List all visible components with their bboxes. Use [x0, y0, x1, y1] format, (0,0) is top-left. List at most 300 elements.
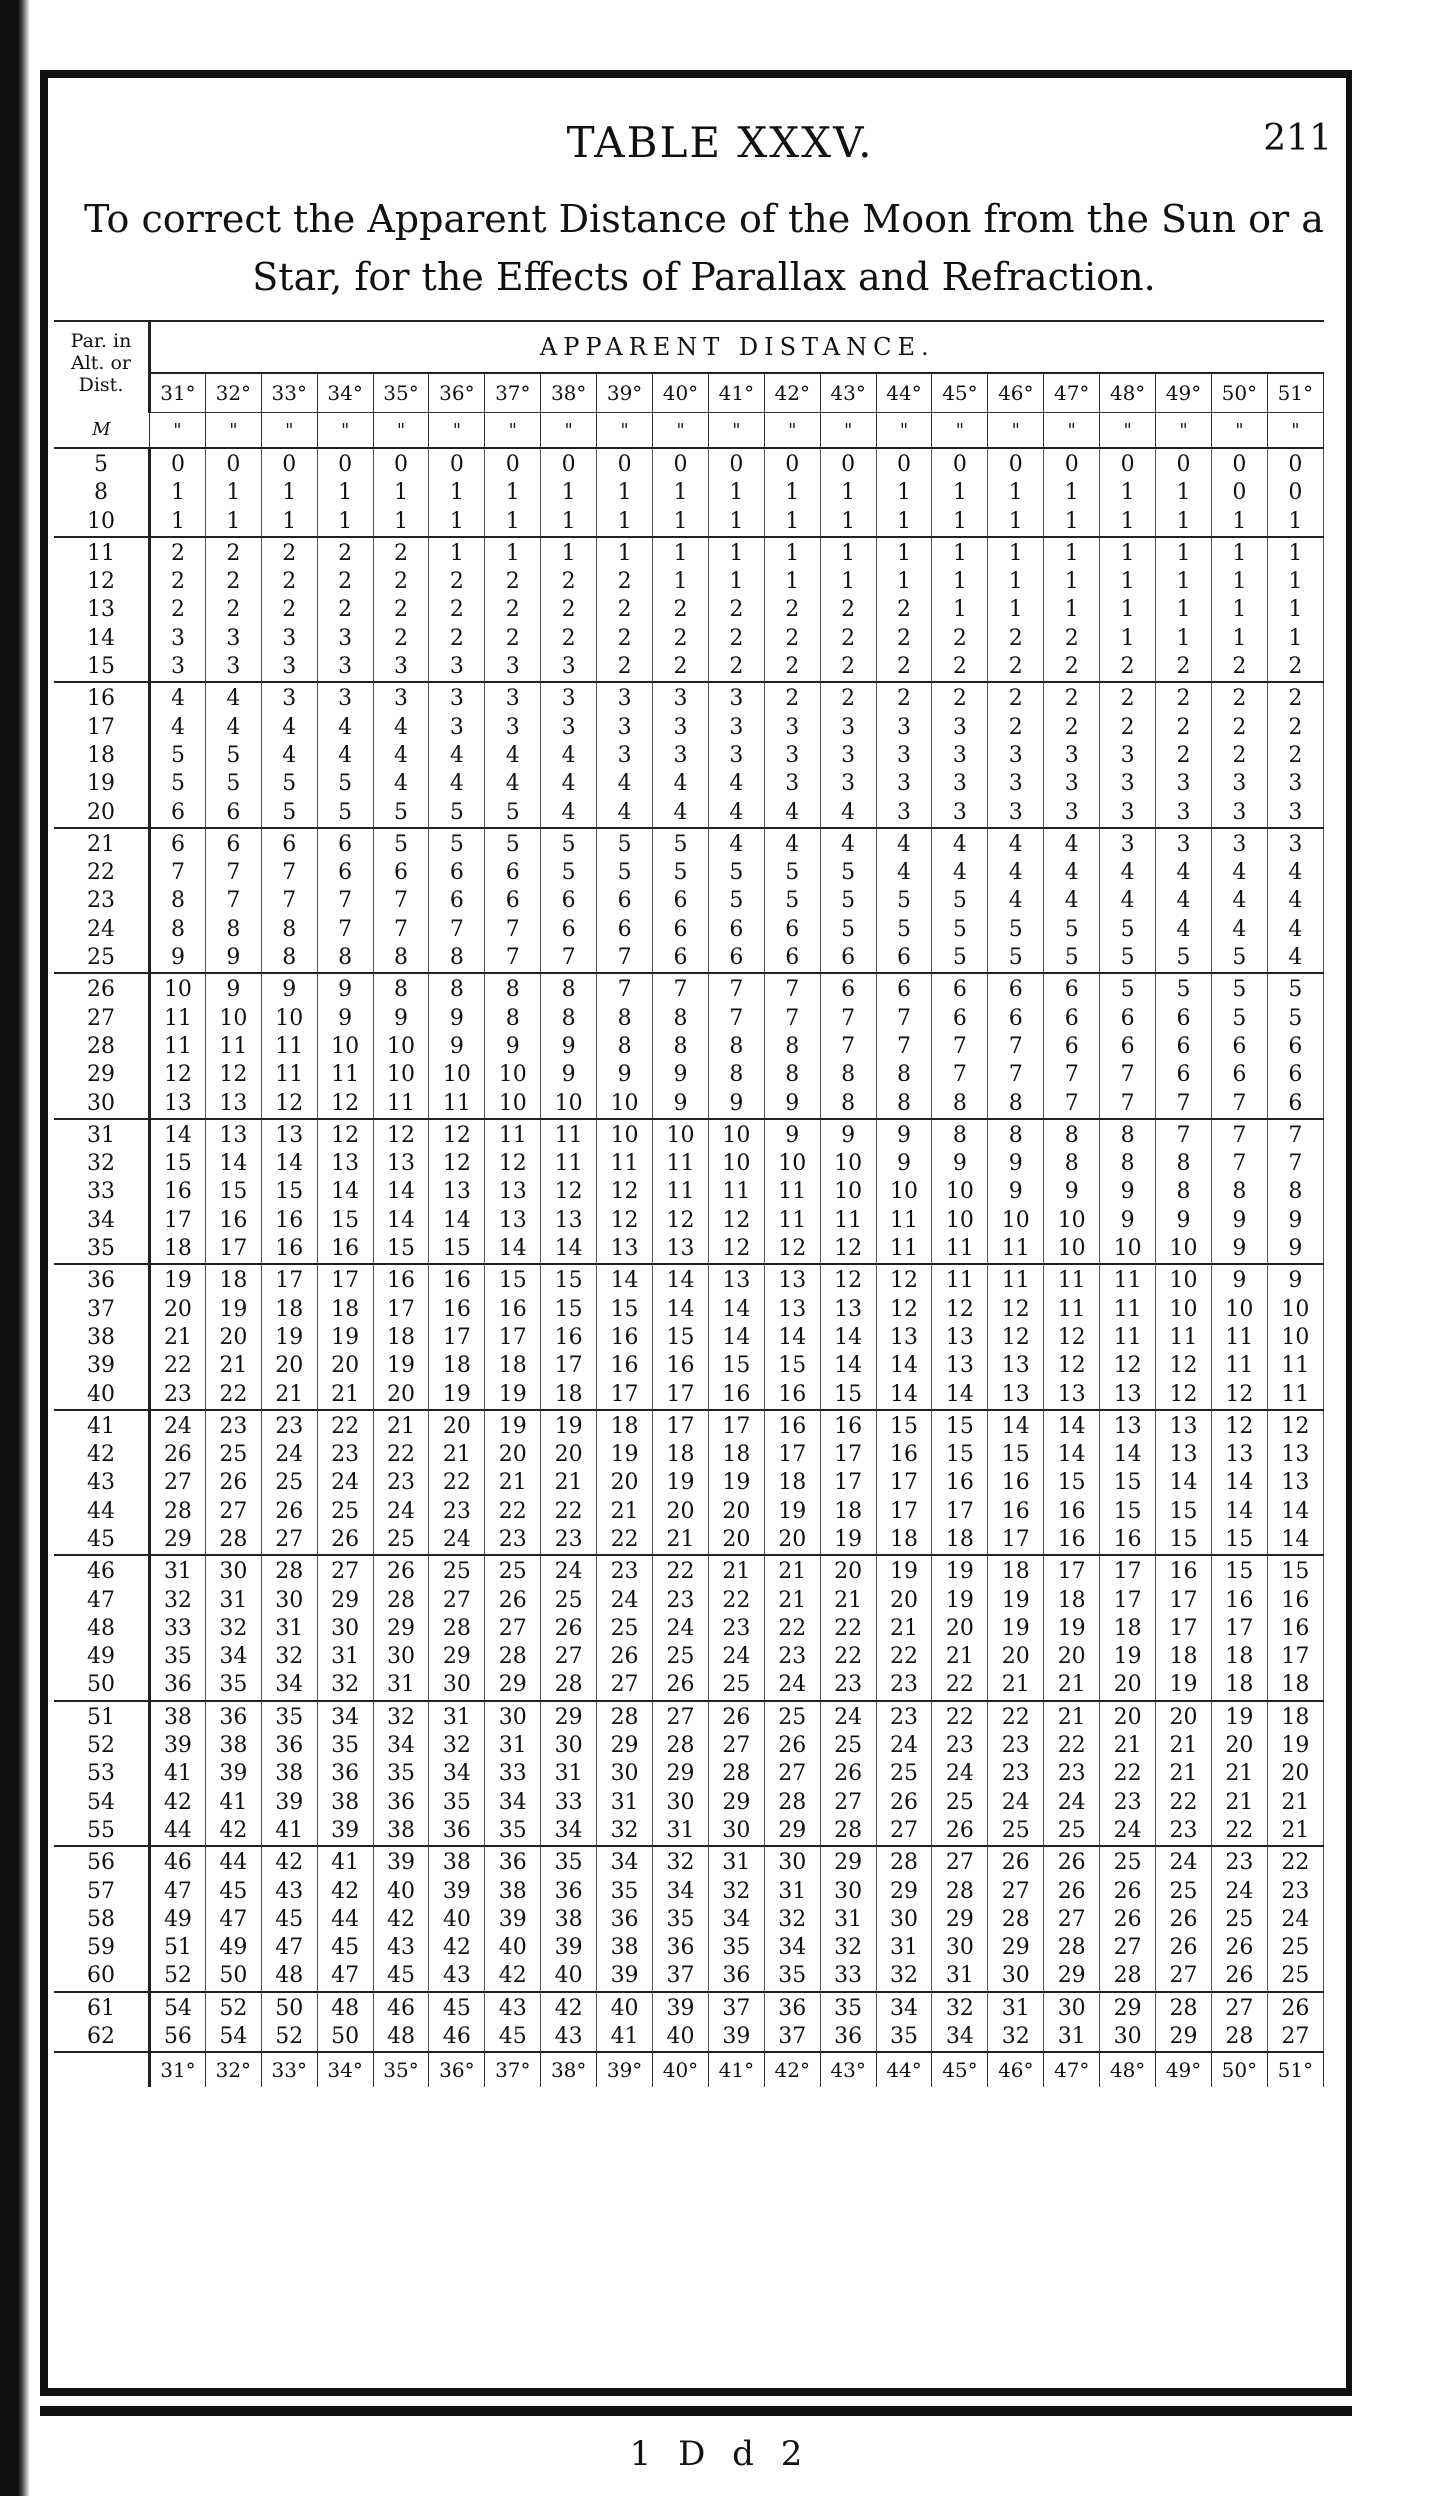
correction-cell: 36 — [429, 1817, 485, 1846]
correction-cell: 45 — [485, 2023, 541, 2052]
correction-cell: 29 — [597, 1732, 653, 1760]
correction-cell: 2 — [653, 625, 709, 653]
correction-cell: 2 — [597, 625, 653, 653]
correction-cell: 24 — [1267, 1906, 1323, 1934]
seconds-unit: " — [932, 413, 988, 449]
correction-cell: 2 — [820, 682, 876, 713]
table-row — [54, 1005, 1324, 1033]
correction-cell: 4 — [1211, 887, 1267, 915]
correction-cell: 13 — [1100, 1381, 1156, 1410]
correction-cell: 14 — [1267, 1526, 1323, 1555]
correction-cell: 21 — [1100, 1732, 1156, 1760]
seconds-unit: " — [1156, 413, 1212, 449]
correction-cell: 3 — [932, 742, 988, 770]
table-row — [54, 1878, 1324, 1906]
correction-cell: 36 — [820, 2023, 876, 2052]
correction-cell: 11 — [708, 1178, 764, 1206]
correction-cell: 35 — [261, 1701, 317, 1732]
parallax-value: 54 — [54, 1789, 150, 1817]
correction-cell: 4 — [373, 742, 429, 770]
correction-cell: 17 — [708, 1410, 764, 1441]
correction-cell: 4 — [597, 770, 653, 798]
correction-cell: 20 — [1267, 1760, 1323, 1788]
correction-cell: 15 — [373, 1235, 429, 1264]
correction-cell: 13 — [988, 1381, 1044, 1410]
correction-cell: 6 — [764, 944, 820, 973]
correction-cell: 22 — [988, 1701, 1044, 1732]
correction-cell: 25 — [820, 1732, 876, 1760]
correction-cell: 7 — [261, 887, 317, 915]
correction-cell: 16 — [429, 1264, 485, 1295]
seconds-unit: " — [597, 413, 653, 449]
correction-cell: 25 — [205, 1441, 261, 1469]
correction-cell: 5 — [485, 799, 541, 828]
correction-cell: 4 — [485, 742, 541, 770]
correction-cell: 34 — [485, 1789, 541, 1817]
correction-cell: 10 — [597, 1090, 653, 1119]
correction-cell: 18 — [1211, 1643, 1267, 1671]
table-row — [54, 1410, 1324, 1441]
correction-cell: 18 — [541, 1381, 597, 1410]
seconds-unit: " — [317, 413, 373, 449]
correction-cell: 20 — [597, 1469, 653, 1497]
correction-cell: 16 — [1156, 1555, 1212, 1586]
degree-header: 48° — [1100, 373, 1156, 413]
correction-cell: 13 — [932, 1352, 988, 1380]
correction-cell: 7 — [1211, 1090, 1267, 1119]
correction-cell: 10 — [820, 1150, 876, 1178]
correction-cell: 1 — [932, 479, 988, 507]
table-row — [54, 479, 1324, 507]
correction-cell: 25 — [1267, 1962, 1323, 1991]
correction-cell: 22 — [1044, 1732, 1100, 1760]
parallax-value: 23 — [54, 887, 150, 915]
correction-cell: 13 — [1044, 1381, 1100, 1410]
parallax-value: 24 — [54, 916, 150, 944]
correction-cell: 31 — [205, 1587, 261, 1615]
correction-cell: 13 — [261, 1119, 317, 1150]
correction-cell: 1 — [988, 508, 1044, 537]
correction-cell: 13 — [653, 1235, 709, 1264]
correction-cell: 15 — [1211, 1526, 1267, 1555]
correction-cell: 16 — [317, 1235, 373, 1264]
correction-cell: 8 — [653, 1033, 709, 1061]
parallax-value: 39 — [54, 1352, 150, 1380]
correction-cell: 7 — [317, 887, 373, 915]
correction-cell: 0 — [708, 448, 764, 479]
correction-cell: 0 — [373, 448, 429, 479]
correction-cell: 5 — [150, 770, 206, 798]
correction-cell: 2 — [1044, 714, 1100, 742]
parallax-value: 51 — [54, 1701, 150, 1732]
correction-cell: 6 — [708, 944, 764, 973]
correction-cell: 13 — [1156, 1410, 1212, 1441]
correction-cell: 13 — [373, 1150, 429, 1178]
parallax-value: 36 — [54, 1264, 150, 1295]
correction-cell: 9 — [653, 1090, 709, 1119]
correction-cell: 4 — [708, 770, 764, 798]
parallax-value: 11 — [54, 537, 150, 568]
correction-cell: 12 — [988, 1296, 1044, 1324]
correction-cell: 8 — [876, 1090, 932, 1119]
correction-cell: 6 — [876, 944, 932, 973]
correction-cell: 1 — [1211, 596, 1267, 624]
correction-cell: 6 — [1267, 1061, 1323, 1089]
correction-cell: 11 — [485, 1119, 541, 1150]
table-row — [54, 1352, 1324, 1380]
seconds-unit: " — [205, 413, 261, 449]
correction-cell: 2 — [541, 625, 597, 653]
correction-cell: 1 — [205, 479, 261, 507]
correction-cell: 8 — [932, 1119, 988, 1150]
correction-cell: 15 — [1100, 1498, 1156, 1526]
correction-cell: 20 — [708, 1498, 764, 1526]
correction-cell: 8 — [932, 1090, 988, 1119]
correction-cell: 5 — [988, 944, 1044, 973]
correction-cell: 7 — [373, 916, 429, 944]
correction-cell: 13 — [1156, 1441, 1212, 1469]
correction-cell: 4 — [373, 714, 429, 742]
correction-cell: 48 — [261, 1962, 317, 1991]
correction-cell: 26 — [1267, 1992, 1323, 2023]
correction-cell: 31 — [597, 1789, 653, 1817]
correction-cell: 21 — [317, 1381, 373, 1410]
correction-cell: 6 — [764, 916, 820, 944]
correction-cell: 4 — [820, 828, 876, 859]
correction-cell: 5 — [1100, 973, 1156, 1004]
correction-cell: 4 — [1211, 916, 1267, 944]
parallax-value: 35 — [54, 1235, 150, 1264]
correction-cell: 7 — [597, 944, 653, 973]
table-row — [54, 1469, 1324, 1497]
correction-cell: 9 — [708, 1090, 764, 1119]
table-row — [54, 596, 1324, 624]
correction-cell: 5 — [1156, 944, 1212, 973]
correction-cell: 16 — [988, 1469, 1044, 1497]
parallax-value: 55 — [54, 1817, 150, 1846]
correction-cell: 5 — [876, 916, 932, 944]
correction-cell: 3 — [317, 682, 373, 713]
correction-cell: 34 — [597, 1846, 653, 1877]
correction-cell: 16 — [708, 1381, 764, 1410]
correction-cell: 2 — [1044, 682, 1100, 713]
degree-footer-row — [54, 2052, 1324, 2087]
seconds-unit: " — [373, 413, 429, 449]
correction-cell: 13 — [764, 1296, 820, 1324]
degree-footer: 35° — [373, 2052, 429, 2087]
correction-cell: 2 — [708, 625, 764, 653]
correction-cell: 38 — [150, 1701, 206, 1732]
correction-cell: 2 — [373, 596, 429, 624]
correction-cell: 6 — [373, 859, 429, 887]
correction-cell: 21 — [820, 1587, 876, 1615]
correction-table — [54, 320, 1324, 2382]
table-row — [54, 944, 1324, 973]
correction-cell: 8 — [1100, 1119, 1156, 1150]
correction-cell: 19 — [1044, 1615, 1100, 1643]
correction-cell: 17 — [1100, 1555, 1156, 1586]
correction-cell: 27 — [876, 1817, 932, 1846]
correction-cell: 15 — [485, 1264, 541, 1295]
footer-blank — [54, 2052, 150, 2087]
row-header-line: Dist. — [78, 374, 124, 396]
correction-cell: 12 — [1211, 1381, 1267, 1410]
correction-cell: 8 — [708, 1061, 764, 1089]
correction-cell: 2 — [876, 625, 932, 653]
parallax-value: 32 — [54, 1150, 150, 1178]
correction-cell: 5 — [150, 742, 206, 770]
correction-cell: 38 — [485, 1878, 541, 1906]
correction-cell: 16 — [261, 1235, 317, 1264]
correction-cell: 47 — [150, 1878, 206, 1906]
correction-cell: 1 — [1156, 596, 1212, 624]
correction-cell: 25 — [261, 1469, 317, 1497]
correction-cell: 9 — [1211, 1264, 1267, 1295]
correction-cell: 8 — [429, 944, 485, 973]
correction-cell: 50 — [261, 1992, 317, 2023]
correction-cell: 26 — [373, 1555, 429, 1586]
correction-cell: 9 — [1267, 1264, 1323, 1295]
correction-cell: 39 — [485, 1906, 541, 1934]
correction-cell: 3 — [1044, 770, 1100, 798]
parallax-value: 8 — [54, 479, 150, 507]
correction-cell: 11 — [988, 1235, 1044, 1264]
correction-cell: 3 — [150, 653, 206, 682]
correction-cell: 10 — [653, 1119, 709, 1150]
correction-cell: 30 — [708, 1817, 764, 1846]
correction-cell: 7 — [1267, 1119, 1323, 1150]
correction-cell: 26 — [932, 1817, 988, 1846]
correction-cell: 29 — [876, 1878, 932, 1906]
correction-cell: 15 — [429, 1235, 485, 1264]
correction-cell: 41 — [597, 2023, 653, 2052]
correction-cell: 9 — [261, 973, 317, 1004]
correction-cell: 5 — [932, 916, 988, 944]
seconds-unit: " — [1044, 413, 1100, 449]
table-row — [54, 742, 1324, 770]
correction-cell: 19 — [373, 1352, 429, 1380]
page-number: 211 — [1263, 118, 1332, 159]
correction-cell: 18 — [373, 1324, 429, 1352]
correction-cell: 15 — [261, 1178, 317, 1206]
degree-footer: 33° — [261, 2052, 317, 2087]
correction-cell: 43 — [261, 1878, 317, 1906]
correction-cell: 2 — [1156, 653, 1212, 682]
correction-cell: 2 — [261, 568, 317, 596]
correction-cell: 5 — [429, 799, 485, 828]
correction-cell: 1 — [373, 508, 429, 537]
correction-cell: 29 — [708, 1789, 764, 1817]
correction-cell: 1 — [1211, 568, 1267, 596]
correction-cell: 47 — [205, 1906, 261, 1934]
correction-cell: 4 — [876, 859, 932, 887]
table-row — [54, 1817, 1324, 1846]
correction-cell: 7 — [373, 887, 429, 915]
signature-mark: 1 D d 2 — [629, 2434, 811, 2474]
correction-cell: 19 — [876, 1555, 932, 1586]
correction-cell: 12 — [988, 1324, 1044, 1352]
correction-cell: 9 — [429, 1005, 485, 1033]
correction-cell: 2 — [1156, 682, 1212, 713]
correction-cell: 8 — [1100, 1150, 1156, 1178]
correction-cell: 11 — [932, 1235, 988, 1264]
correction-cell: 6 — [317, 859, 373, 887]
correction-cell: 6 — [653, 887, 709, 915]
correction-cell: 24 — [988, 1789, 1044, 1817]
parallax-value: 44 — [54, 1498, 150, 1526]
correction-cell: 2 — [988, 653, 1044, 682]
correction-cell: 20 — [205, 1324, 261, 1352]
correction-cell: 8 — [150, 916, 206, 944]
correction-cell: 6 — [150, 799, 206, 828]
correction-cell: 17 — [261, 1264, 317, 1295]
correction-cell: 29 — [541, 1701, 597, 1732]
correction-cell: 36 — [373, 1789, 429, 1817]
correction-cell: 11 — [653, 1178, 709, 1206]
parallax-value: 14 — [54, 625, 150, 653]
correction-cell: 13 — [150, 1090, 206, 1119]
correction-cell: 45 — [317, 1934, 373, 1962]
correction-cell: 38 — [541, 1906, 597, 1934]
correction-cell: 15 — [876, 1410, 932, 1441]
degree-footer: 39° — [597, 2052, 653, 2087]
correction-cell: 1 — [485, 537, 541, 568]
correction-cell: 32 — [317, 1671, 373, 1700]
correction-cell: 38 — [317, 1789, 373, 1817]
correction-cell: 1 — [150, 479, 206, 507]
correction-cell: 26 — [1044, 1878, 1100, 1906]
correction-cell: 5 — [820, 916, 876, 944]
correction-cell: 21 — [485, 1469, 541, 1497]
correction-cell: 20 — [932, 1615, 988, 1643]
correction-cell: 9 — [932, 1150, 988, 1178]
correction-cell: 21 — [1044, 1671, 1100, 1700]
correction-cell: 4 — [653, 770, 709, 798]
correction-cell: 3 — [1267, 828, 1323, 859]
correction-cell: 39 — [150, 1732, 206, 1760]
correction-cell: 17 — [932, 1498, 988, 1526]
correction-cell: 4 — [1267, 944, 1323, 973]
correction-cell: 15 — [653, 1324, 709, 1352]
correction-cell: 7 — [653, 973, 709, 1004]
correction-cell: 18 — [597, 1410, 653, 1441]
correction-cell: 12 — [876, 1296, 932, 1324]
correction-cell: 10 — [876, 1178, 932, 1206]
correction-cell: 10 — [261, 1005, 317, 1033]
correction-cell: 27 — [820, 1789, 876, 1817]
correction-cell: 6 — [820, 944, 876, 973]
correction-cell: 14 — [597, 1264, 653, 1295]
correction-cell: 35 — [150, 1643, 206, 1671]
correction-cell: 5 — [653, 859, 709, 887]
correction-cell: 12 — [150, 1061, 206, 1089]
correction-cell: 1 — [541, 479, 597, 507]
correction-cell: 40 — [485, 1934, 541, 1962]
correction-cell: 1 — [261, 508, 317, 537]
correction-cell: 10 — [373, 1033, 429, 1061]
correction-cell: 2 — [205, 596, 261, 624]
correction-cell: 20 — [708, 1526, 764, 1555]
correction-cell: 3 — [373, 653, 429, 682]
correction-cell: 11 — [597, 1150, 653, 1178]
correction-cell: 6 — [485, 887, 541, 915]
correction-cell: 8 — [150, 887, 206, 915]
correction-cell: 2 — [150, 568, 206, 596]
correction-cell: 46 — [373, 1992, 429, 2023]
correction-cell: 23 — [205, 1410, 261, 1441]
correction-cell: 13 — [485, 1207, 541, 1235]
correction-cell: 28 — [541, 1671, 597, 1700]
correction-cell: 1 — [932, 508, 988, 537]
correction-cell: 13 — [876, 1324, 932, 1352]
correction-cell: 13 — [1100, 1410, 1156, 1441]
correction-cell: 7 — [1156, 1090, 1212, 1119]
correction-cell: 34 — [653, 1878, 709, 1906]
table-row — [54, 1178, 1324, 1206]
correction-cell: 1 — [1211, 508, 1267, 537]
correction-cell: 11 — [1100, 1296, 1156, 1324]
correction-cell: 7 — [541, 944, 597, 973]
correction-cell: 10 — [205, 1005, 261, 1033]
correction-cell: 20 — [1100, 1671, 1156, 1700]
correction-cell: 19 — [932, 1555, 988, 1586]
correction-cell: 4 — [820, 799, 876, 828]
correction-cell: 0 — [820, 448, 876, 479]
correction-cell: 27 — [932, 1846, 988, 1877]
correction-cell: 27 — [429, 1587, 485, 1615]
correction-cell: 4 — [708, 828, 764, 859]
correction-cell: 5 — [1156, 973, 1212, 1004]
correction-cell: 1 — [485, 479, 541, 507]
correction-cell: 16 — [597, 1324, 653, 1352]
correction-cell: 1 — [1156, 568, 1212, 596]
correction-cell: 13 — [988, 1352, 1044, 1380]
correction-cell: 26 — [150, 1441, 206, 1469]
correction-cell: 1 — [150, 508, 206, 537]
correction-cell: 27 — [653, 1701, 709, 1732]
correction-cell: 22 — [597, 1526, 653, 1555]
correction-cell: 18 — [653, 1441, 709, 1469]
correction-cell: 4 — [373, 770, 429, 798]
correction-cell: 2 — [541, 568, 597, 596]
table-row — [54, 1119, 1324, 1150]
correction-cell: 35 — [317, 1732, 373, 1760]
correction-cell: 1 — [988, 596, 1044, 624]
correction-cell: 16 — [150, 1178, 206, 1206]
correction-cell: 7 — [1211, 1150, 1267, 1178]
correction-cell: 8 — [541, 1005, 597, 1033]
correction-cell: 26 — [261, 1498, 317, 1526]
correction-cell: 3 — [597, 714, 653, 742]
correction-cell: 2 — [988, 625, 1044, 653]
correction-cell: 8 — [876, 1061, 932, 1089]
correction-cell: 24 — [261, 1441, 317, 1469]
correction-cell: 2 — [820, 653, 876, 682]
correction-cell: 17 — [876, 1498, 932, 1526]
correction-cell: 23 — [1044, 1760, 1100, 1788]
parallax-value: 28 — [54, 1033, 150, 1061]
correction-cell: 12 — [205, 1061, 261, 1089]
correction-cell: 2 — [597, 596, 653, 624]
correction-cell: 3 — [1100, 742, 1156, 770]
correction-cell: 25 — [1100, 1846, 1156, 1877]
correction-cell: 27 — [1267, 2023, 1323, 2052]
table-row — [54, 1789, 1324, 1817]
correction-cell: 10 — [485, 1061, 541, 1089]
correction-cell: 5 — [1044, 944, 1100, 973]
correction-cell: 2 — [317, 537, 373, 568]
correction-cell: 18 — [1211, 1671, 1267, 1700]
